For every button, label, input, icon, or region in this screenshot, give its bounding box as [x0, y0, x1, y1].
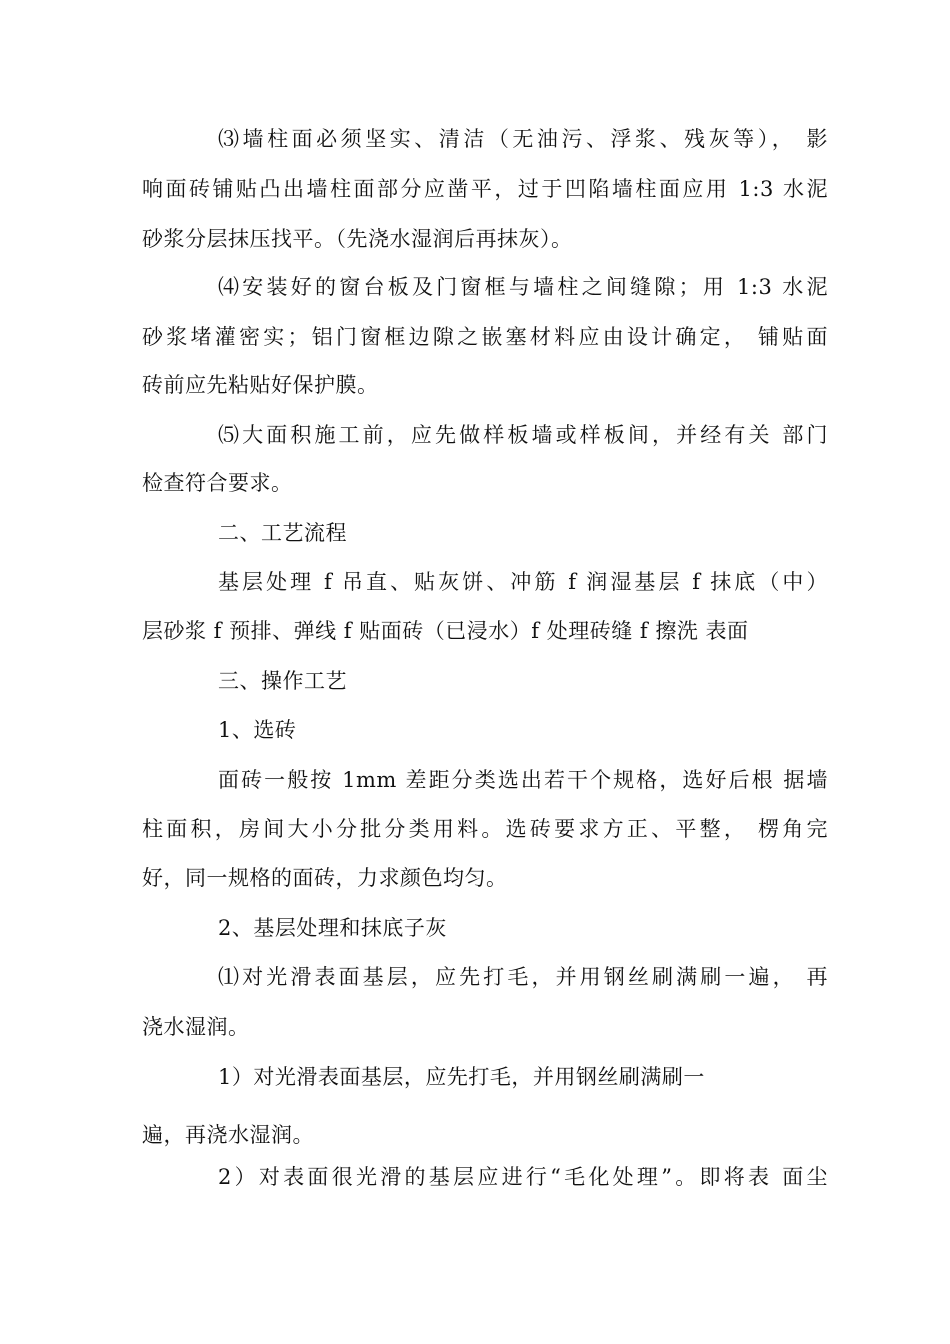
subsection-heading: 2、基层处理和抹底子灰 — [218, 916, 447, 940]
paragraph-line: 遍，再浇水湿润。 — [142, 1123, 314, 1147]
subsection-heading: 1、选砖 — [218, 718, 297, 742]
paragraph-line: 面砖一般按 1mm 差距分类选出若干个规格，选好后根 据墙 — [218, 768, 828, 792]
paragraph-line: ⑴对光滑表面基层，应先打毛，并用钢丝刷满刷一遍， 再 — [218, 965, 828, 989]
paragraph-line: 检查符合要求。 — [142, 471, 293, 495]
paragraph-line: 层砂浆 f 预排、弹线 f 贴面砖（已浸水）f 处理砖缝 f 擦洗 表面 — [142, 619, 749, 643]
paragraph-line: 好，同一规格的面砖，力求颜色均匀。 — [142, 866, 508, 890]
paragraph-line: ⑸大面积施工前，应先做样板墙或样板间，并经有关 部门 — [218, 423, 828, 447]
paragraph-line: 2）对表面很光滑的基层应进行“毛化处理”。即将表 面尘 — [218, 1165, 828, 1189]
paragraph-line: 浇水湿润。 — [142, 1015, 250, 1039]
paragraph-line: 柱面积，房间大小分批分类用料。选砖要求方正、平整， 楞角完 — [142, 817, 828, 841]
paragraph-line: ⑶墙柱面必须坚实、清洁（无油污、浮浆、残灰等）， 影 — [218, 127, 828, 151]
section-heading: 三、操作工艺 — [218, 669, 347, 693]
paragraph-line: 1）对光滑表面基层，应先打毛，并用钢丝刷满刷一 — [218, 1065, 705, 1089]
paragraph-line: ⑷安装好的窗台板及门窗框与墙柱之间缝隙；用 1:3 水泥 — [218, 275, 828, 299]
section-heading: 二、工艺流程 — [218, 521, 347, 545]
paragraph-line: 响面砖铺贴凸出墙柱面部分应凿平，过于凹陷墙柱面应用 1:3 水泥 — [142, 177, 828, 201]
paragraph-line: 砂浆堵灌密实；铝门窗框边隙之嵌塞材料应由设计确定， 铺贴面 — [142, 325, 828, 349]
paragraph-line: 砖前应先粘贴好保护膜。 — [142, 373, 379, 397]
paragraph-line: 基层处理 f 吊直、贴灰饼、冲筋 f 润湿基层 f 抹底（中） — [218, 570, 828, 594]
paragraph-line: 砂浆分层抹压找平。（先浇水湿润后再抹灰）。 — [142, 227, 573, 251]
